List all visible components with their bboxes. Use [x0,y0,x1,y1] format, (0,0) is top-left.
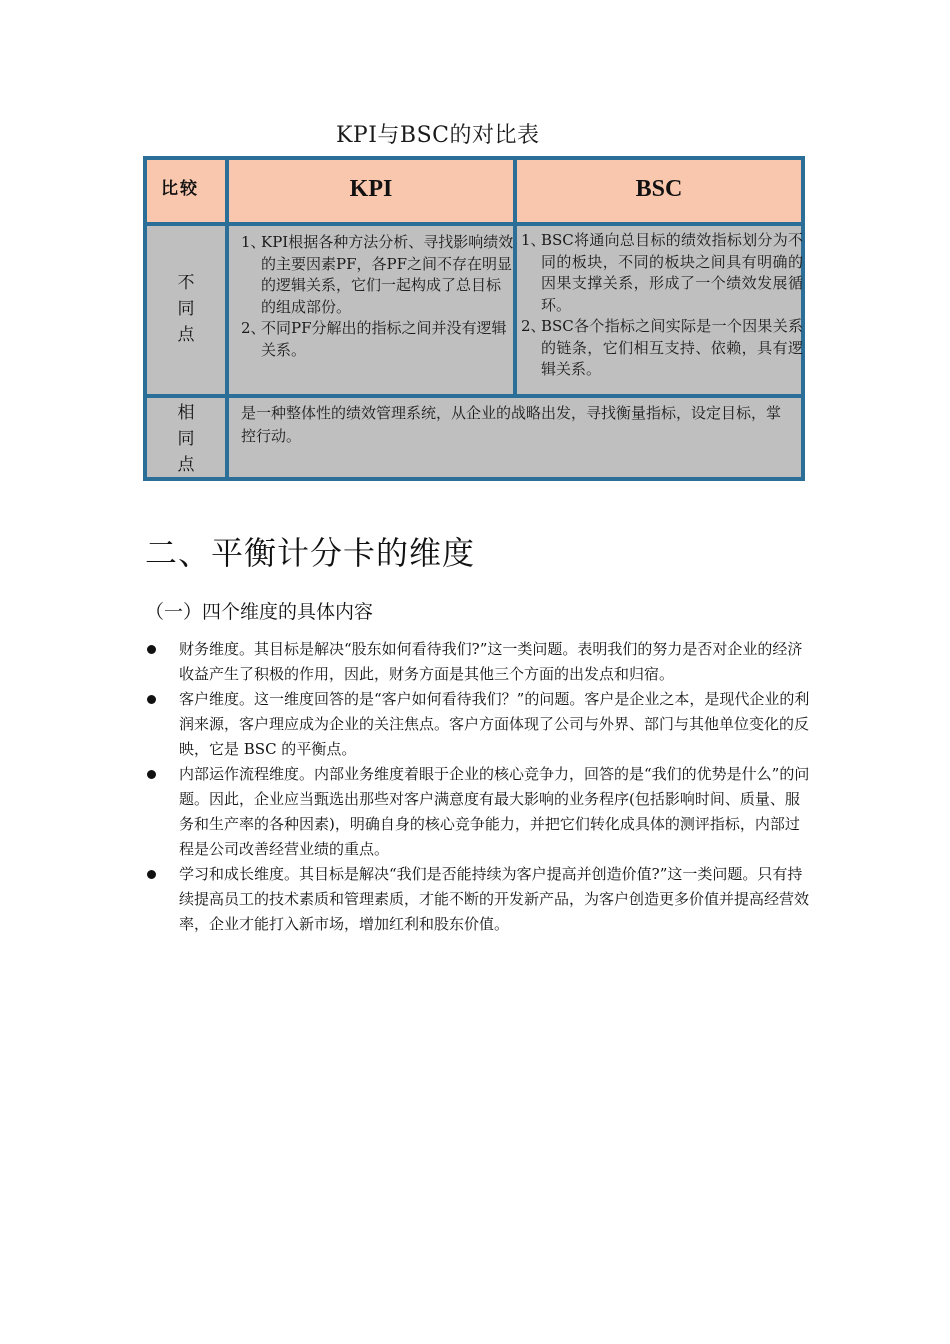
header-cell-compare [147,160,225,222]
dimension-bullet-list [145,637,813,937]
similarities-cell [229,398,801,477]
bsc-differences-list [521,230,803,381]
list-item: 2、 BSC各个指标之间实际是一个因果关系的链条，它们相互支持、依赖，具有逻辑关系。 [521,317,803,378]
list-item: 学习和成长维度。其目标是解决“我们是否能持续为客户提高并创造价值?”这一类问题。只有持续提高员工的技术素质和管理素质，才能不断的开发新产品，为客户创造更多价值并提高经营效率，企业才能打入新市场，增加红利和股东价值。 [145,862,813,937]
table-caption: KPI与BSC的对比表 [336,123,540,148]
list-item: 1、 KPI根据各种方法分析、寻找影响绩效的主要因素PF，各PF之间不存在明显的逻辑关系，它们一起构成了总目标的组成部份。 [241,233,514,316]
differences-label: 不 同 点 [177,273,195,345]
header-bsc-label: BSC [635,176,683,202]
comparison-table [143,156,805,481]
list-item: 2、 不同PF分解出的指标之间并没有逻辑关系。 [241,319,507,359]
list-item: 内部运作流程维度。内部业务维度着眼于企业的核心竞争力，回答的是“我们的优势是什么”的问题。因此，企业应当甄选出那些对客户满意度有最大影响的业务程序(包括影响时间、质量、服务和生产率的各种因素)，明确自身的核心竞争能力，并把它们转化成具体的测评指标，内部过程是公司改善经营业绩的重点。 [145,762,813,862]
subsection-heading: （一）四个维度的具体内容 [145,601,374,623]
header-cell-kpi [229,160,513,222]
bullet-dot-icon [147,870,156,879]
bullet-dot-icon [147,645,156,654]
bullet-dot-icon [147,770,156,779]
section-heading: 二、平衡计分卡的维度 [145,534,476,572]
list-item: 财务维度。其目标是解决“股东如何看待我们?”这一类问题。表明我们的努力是否对企业的经济收益产生了积极的作用，因此，财务方面是其他三个方面的出发点和归宿。 [145,637,813,687]
list-item: 客户维度。这一维度回答的是“客户如何看待我们？”的问题。客户是企业之本，是现代企业的利润来源，客户理应成为企业的关注焦点。客户方面体现了公司与外界、部门与其他单位变化的反映，它是 BSC 的平衡点。 [145,687,813,762]
header-compare-label: 比较 [161,179,199,199]
row-label-similarities [147,398,225,477]
header-cell-bsc [517,160,801,222]
list-item: 1、 BSC将通向总目标的绩效指标划分为不同的板块，不同的板块之间具有明确的因果支撑关系，形成了一个绩效发展循环。 [521,231,803,314]
bullet-dot-icon [147,695,156,704]
kpi-differences-list [241,232,515,361]
header-kpi-label: KPI [349,176,393,202]
similarities-text: 是一种整体性的绩效管理系统，从企业的战略出发，寻找衡量指标，设定目标，掌控行动。 [241,404,782,445]
bsc-differences-cell [517,226,801,394]
similarities-label: 相 同 点 [177,403,195,475]
row-label-differences [147,226,225,394]
kpi-differences-cell [229,226,513,394]
